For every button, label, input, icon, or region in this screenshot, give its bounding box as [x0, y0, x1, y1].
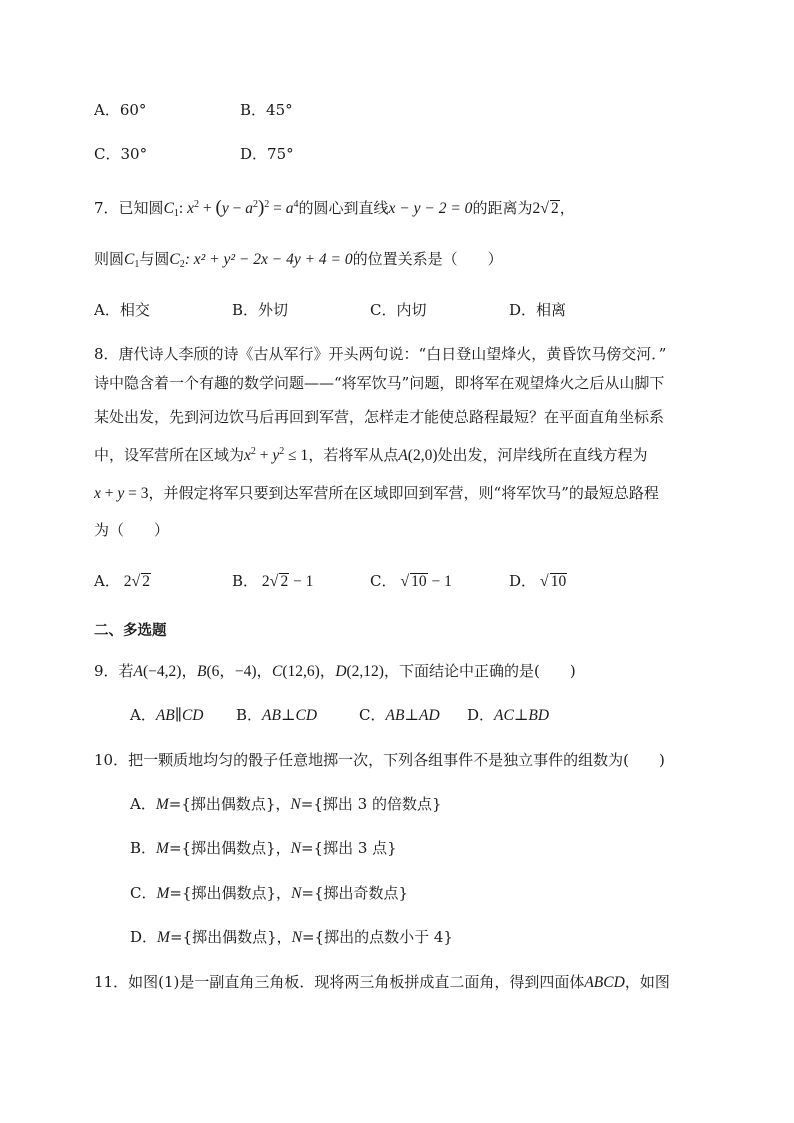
- q7-circle1-name: $C_1$: [163, 200, 179, 219]
- q7-circle2-equation: : x² + y² − 2x − 4y + 4 = 0: [184, 251, 353, 268]
- q9-option-a-value: AB∥CD: [155, 707, 204, 724]
- q7-text-1: 已知圆: [118, 199, 164, 217]
- q7-distance-coef: 2: [532, 200, 541, 217]
- q7-line2-text-3: 的位置关系是（ ）: [352, 250, 503, 268]
- q8-option-b: [232, 571, 313, 592]
- q8-option-d-value: √ 10: [539, 573, 567, 590]
- q9-option-c: [359, 705, 440, 726]
- q8-line-3: 某处出发，先到河边饮马后再回到军营，怎样走才能使总路程最短？在平面直角坐标系: [94, 408, 665, 426]
- q10-option-d-n: ={掷出的点数小于 4}: [301, 928, 453, 946]
- q7-option-a: A．相交: [94, 301, 150, 319]
- q11-stem: [94, 972, 670, 993]
- q11-stem-start: 11．如图(1)是一副直角三角板．现将两三角板拼成直二面角，得到四面体: [94, 973, 585, 991]
- q7-option-b: B．外切: [232, 301, 289, 319]
- q9-option-c-label: C．: [359, 706, 386, 724]
- q9-stem-end: ，下面结论中正确的是( ): [383, 662, 576, 680]
- q6-option-c: C．30°: [94, 145, 148, 163]
- q10-option-b: B．M={掷出偶数点}，N={掷出 3 点}: [130, 839, 397, 857]
- q10-stem: 10．把一颗质地均匀的骰子任意地掷一次，下列各组事件不是独立事件的组数为( ): [94, 751, 665, 769]
- q9-option-b: [236, 705, 317, 726]
- q7-text-4: ，: [559, 199, 575, 217]
- section-title-multiple-choice: 二、多选题: [94, 623, 167, 639]
- q7-option-c: C．内切: [370, 301, 427, 319]
- q7-line-2: [94, 249, 503, 275]
- q7-distance: 2√ 2: [532, 200, 559, 217]
- q7-text-3: 的距离为: [472, 199, 533, 217]
- q6-option-d: D．75°: [240, 145, 294, 163]
- q9-option-a: [130, 705, 204, 726]
- q8-option-c-value: √ 10 − 1: [400, 573, 452, 590]
- q10-option-a-m: ={掷出偶数点}，: [168, 795, 291, 813]
- q9-stem-start: 9．若: [94, 662, 134, 680]
- q7-c1-name: $C_1$: [124, 251, 140, 270]
- q10-option-c-n: ={掷出奇数点}: [301, 884, 409, 902]
- q10-option-c: C．M={掷出偶数点}，N={掷出奇数点}: [130, 884, 409, 902]
- q7-option-d: D．相离: [509, 301, 567, 319]
- q7-line2-text-1: 则圆: [94, 250, 125, 268]
- q8-line4-text-a: 中，设军营所在区域为: [94, 446, 245, 464]
- q10-option-a: A．M={掷出偶数点}，N={掷出 3 的倍数点}: [130, 795, 442, 813]
- q8-option-d-label: D．: [509, 572, 537, 590]
- q8-option-a-label: A．: [94, 572, 120, 590]
- q7-distance-radicand: 2: [550, 200, 559, 217]
- q9-points: A(−4,2)，B(6，−4)，C(12,6)，D(2,12): [133, 663, 384, 680]
- q8-line-5: [94, 483, 659, 504]
- q6-option-b: B．45°: [240, 101, 293, 119]
- q8-option-c-label: C．: [370, 572, 397, 590]
- q8-region-inequality: $x^2 + y^2 \le 1$: [244, 446, 309, 464]
- q10-option-c-m: ={掷出偶数点}，: [169, 884, 292, 902]
- q7-circle1-colon: :: [178, 200, 184, 217]
- q9-option-b-value: AB⊥CD: [262, 707, 318, 724]
- q9-option-b-label: B．: [236, 706, 263, 724]
- q7-number: 7．: [94, 199, 119, 217]
- q6-option-a: A．60°: [94, 101, 147, 119]
- q8-option-d: [509, 571, 567, 592]
- q8-line-4: [94, 442, 648, 466]
- q8-line-6: 为（ ）: [94, 521, 170, 539]
- q7-line-1: [94, 195, 575, 224]
- q10-option-d: D．M={掷出偶数点}，N={掷出的点数小于 4}: [130, 928, 453, 946]
- q8-line4-text-b: ，若将军从点: [308, 446, 399, 464]
- q10-option-a-n: ={掷出 3 的倍数点}: [300, 795, 442, 813]
- q8-line-2: 诗中隐含着一个有趣的数学问题——“将军饮马”问题，即将军在观望烽火之后从山脚下: [94, 374, 665, 392]
- q9-option-d-label: D．: [467, 706, 495, 724]
- q8-option-a: [94, 571, 151, 592]
- q9-option-d: [467, 705, 549, 726]
- q8-option-b-label: B．: [232, 572, 259, 590]
- q7-c2-name: $C_2$: [169, 251, 185, 270]
- q7-text-2: 的圆心到直线: [298, 199, 389, 217]
- q9-option-d-value: AC⊥BD: [494, 707, 550, 724]
- q8-option-c: [370, 571, 452, 592]
- q8-option-a-value: 2√ 2: [119, 573, 150, 590]
- q8-point-a: A(2,0): [398, 447, 438, 464]
- q7-circle1-equation: $x^2 + (y - a^2)^2 = a^4$: [183, 197, 299, 218]
- q8-line5-text: ，并假定将军只要到达军营所在区域即回到军营，则“将军饮马”的最短总路程: [148, 484, 659, 502]
- q7-line-equation: x − y − 2 = 0: [388, 200, 473, 217]
- q8-line-1: 8．唐代诗人李颀的诗《古从军行》开头两句说：“白日登山望烽火，黄昏饮马傍交河．”: [94, 345, 667, 363]
- q9-option-c-value: AB⊥AD: [385, 707, 440, 724]
- q8-river-equation: x + y = 3: [94, 485, 149, 502]
- q8-line4-text-c: 处出发，河岸线所在直线方程为: [437, 446, 648, 464]
- q10-option-b-n: ={掷出 3 点}: [300, 839, 397, 857]
- q8-option-b-value: 2√ 2 − 1: [258, 573, 314, 590]
- q10-option-d-m: ={掷出偶数点}，: [169, 928, 292, 946]
- q9-stem: [94, 661, 576, 682]
- q11-stem-end: ，如图: [624, 973, 670, 991]
- q10-option-b-m: ={掷出偶数点}，: [168, 839, 291, 857]
- q9-option-a-label: A．: [130, 706, 156, 724]
- q7-line2-text-2: 与圆: [139, 250, 170, 268]
- q11-tetrahedron-name: ABCD: [584, 974, 625, 991]
